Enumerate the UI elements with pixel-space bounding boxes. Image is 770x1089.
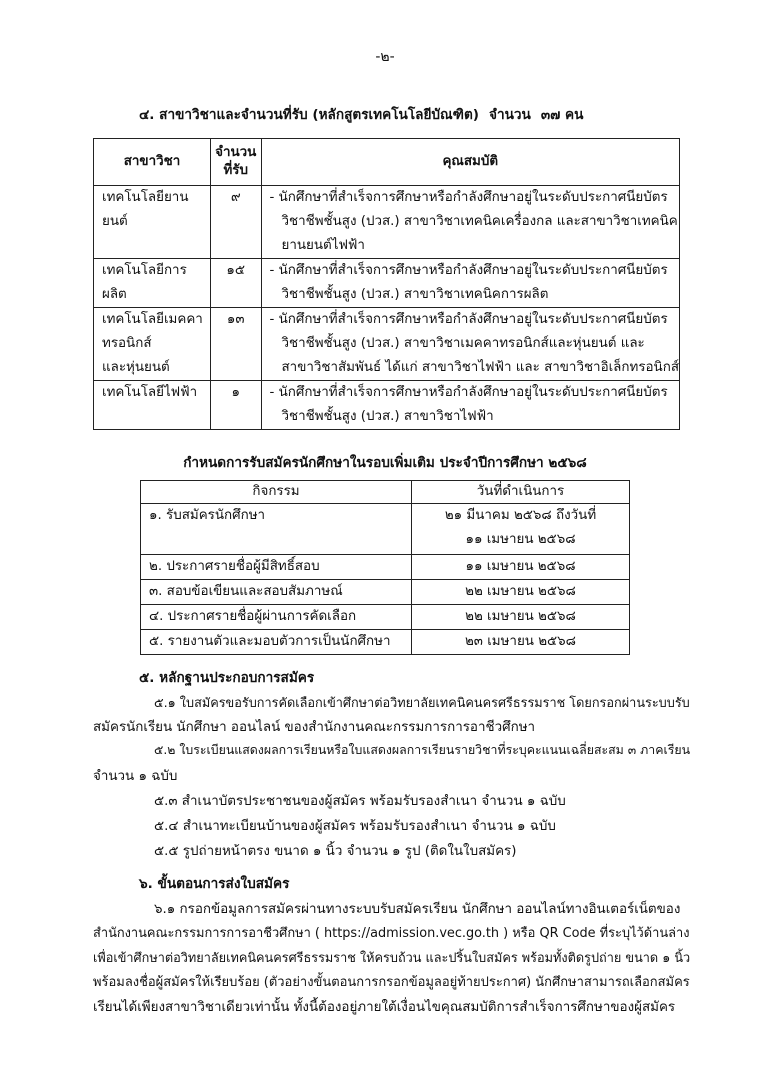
schedule-title: กำหนดการรับสมัครนักศึกษาในรอบเพิ่มเติม ประจำปีการศึกษา ๒๕๖๘ — [183, 455, 587, 471]
page-number: -๒- — [375, 49, 395, 65]
header-count — [210, 139, 261, 186]
table-row — [94, 259, 680, 308]
section5-line: ๕.๒ ใบระเบียนแสดงผลการเรียนหรือใบแสดงผลการเรียนรายวิชาที่ระบุคะแนนเฉลี่ยสะสม ๓ ภาคเรียน — [154, 743, 691, 757]
qualification-line: - นักศึกษาที่สำเร็จการศึกษาหรือกำลังศึกษาอยู่ในระดับประกาศนียบัตร — [269, 190, 668, 205]
qualification-line: วิชาชีพชั้นสูง (ปวส.) สาขาวิชาไฟฟ้า — [281, 409, 494, 424]
section4-heading — [139, 103, 583, 125]
header-count-line2: ที่รับ — [223, 163, 248, 178]
section6-line: เพื่อเข้าศึกษาต่อวิทยาลัยเทคนิคนครศรีธรรมราช ให้ครบถ้วน และปริ้นใบสมัคร พร้อมทั้งติดรูปถ่าย ขนาด ๑ นิ้ว — [93, 950, 691, 965]
activity-cell: ๔. ประกาศรายชื่อผู้ผ่านการคัดเลือก — [141, 605, 412, 630]
section5-line: จำนวน ๑ ฉบับ — [93, 769, 178, 784]
section6-title: ๖. ขั้นตอนการส่งใบสมัคร — [139, 876, 290, 892]
section5-title: ๕. หลักฐานประกอบการสมัคร — [139, 670, 315, 686]
count-cell: ๑๓ — [210, 308, 261, 381]
header-activity: กิจกรรม — [141, 481, 412, 504]
qualification-cell — [261, 308, 680, 381]
section5-line: ๕.๔ สำเนาทะเบียนบ้านของผู้สมัคร พร้อมรับรองสำเนา จำนวน ๑ ฉบับ — [154, 819, 556, 834]
section6-line: ๖.๑ กรอกข้อมูลการสมัครผ่านทางระบบรับสมัครเรียน นักศึกษา ออนไลน์ทางอินเตอร์เน็ตของ — [154, 902, 681, 917]
major-name-line2: และหุ่นยนต์ — [102, 360, 170, 375]
section5-line: ๕.๑ ใบสมัครขอรับการคัดเลือกเข้าศึกษาต่อวิทยาลัยเทคนิคนครศรีธรรมราช โดยกรอกผ่านระบบรับ — [154, 696, 690, 711]
date-cell: ๒๒ เมษายน ๒๕๖๘ — [412, 605, 630, 630]
header-date: วันที่ดำเนินการ — [412, 481, 630, 504]
major-cell — [94, 259, 211, 308]
activity-cell: ๓. สอบข้อเขียนและสอบสัมภาษณ์ — [141, 580, 412, 605]
qualification-cell — [261, 259, 680, 308]
qualification-line: ยานยนต์ไฟฟ้า — [281, 238, 365, 253]
section5-line: สมัครนักเรียน นักศึกษา ออนไลน์ ของสำนักงานคณะกรรมการการอาชีวศึกษา — [93, 720, 536, 735]
table-row — [141, 580, 630, 605]
date-line: ๑๑ เมษายน ๒๕๖๘ — [465, 532, 576, 547]
section4-title: ๔. สาขาวิชาและจำนวนที่รับ (หลักสูตรเทคโนโลยีบัณฑิต) — [139, 107, 479, 123]
qualification-line: สาขาวิชาสัมพันธ์ ได้แก่ สาขาวิชาไฟฟ้า และ สาขาวิชาอิเล็กทรอนิกส์ — [281, 360, 679, 375]
date-cell: ๒๒ เมษายน ๒๕๖๘ — [412, 580, 630, 605]
table-row — [141, 555, 630, 580]
activity-cell: ๑. รับสมัครนักศึกษา — [141, 504, 412, 555]
section6-line: พร้อมลงชื่อผู้สมัครให้เรียบร้อย (ตัวอย่างขั้นตอนการกรอกข้อมูลอยู่ท้ายประกาศ) นักศึกษาสามารถเลือกสมัคร — [93, 975, 690, 990]
count-cell: ๙ — [210, 186, 261, 259]
header-qualification: คุณสมบัติ — [261, 139, 680, 186]
schedule-table-header — [141, 481, 630, 504]
qualification-line: วิชาชีพชั้นสูง (ปวส.) สาขาวิชาเทคนิคเครื่องกล และสาขาวิชาเทคนิค — [281, 214, 678, 229]
qualification-line: วิชาชีพชั้นสูง (ปวส.) สาขาวิชาเทคนิคการผลิต — [281, 287, 549, 302]
table-row — [141, 504, 630, 555]
date-cell: ๒๓ เมษายน ๒๕๖๘ — [412, 630, 630, 655]
table-row — [94, 186, 680, 259]
header-count-line1: จำนวน — [215, 145, 257, 160]
qualification-line: - นักศึกษาที่สำเร็จการศึกษาหรือกำลังศึกษาอยู่ในระดับประกาศนียบัตร — [269, 385, 668, 400]
major-name: เทคโนโลยีไฟฟ้า — [102, 385, 198, 400]
header-major: สาขาวิชา — [94, 139, 211, 186]
section5-line: ๕.๕ รูปถ่ายหน้าตรง ขนาด ๑ นิ้ว จำนวน ๑ รูป (ติดในใบสมัคร) — [154, 844, 517, 859]
section5-line: ๕.๓ สำเนาบัตรประชาชนของผู้สมัคร พร้อมรับรองสำเนา จำนวน ๑ ฉบับ — [154, 794, 566, 809]
majors-table-header — [94, 139, 680, 186]
major-cell — [94, 308, 211, 381]
section6-line: เรียนได้เพียงสาขาวิชาเดียวเท่านั้น ทั้งนี้ต้องอยู่ภายใต้เงื่อนไขคุณสมบัติการสำเร็จการศึกษาของผู้สมัคร — [93, 1000, 676, 1015]
section4-count-label: จำนวน — [488, 107, 531, 123]
table-row — [141, 630, 630, 655]
activity-cell: ๒. ประกาศรายชื่อผู้มีสิทธิ์สอบ — [141, 555, 412, 580]
qualification-line: - นักศึกษาที่สำเร็จการศึกษาหรือกำลังศึกษาอยู่ในระดับประกาศนียบัตร — [269, 312, 668, 327]
table-row — [94, 381, 680, 430]
count-cell: ๑ — [210, 381, 261, 430]
qualification-line: วิชาชีพชั้นสูง (ปวส.) สาขาวิชาเมคคาทรอนิกส์และหุ่นยนต์ และ — [281, 336, 645, 351]
schedule-table — [140, 480, 630, 655]
qualification-line: - นักศึกษาที่สำเร็จการศึกษาหรือกำลังศึกษาอยู่ในระดับประกาศนียบัตร — [269, 263, 668, 278]
section4-count-value: ๓๗ คน — [540, 107, 584, 123]
majors-table — [93, 138, 680, 430]
date-cell: ๑๑ เมษายน ๒๕๖๘ — [412, 555, 630, 580]
count-cell: ๑๕ — [210, 259, 261, 308]
major-name: เทคโนโลยีเมคคาทรอนิกส์ — [102, 312, 203, 351]
date-cell — [412, 504, 630, 555]
qualification-cell — [261, 381, 680, 430]
major-cell — [94, 186, 211, 259]
date-line: ๒๑ มีนาคม ๒๕๖๘ ถึงวันที่ — [444, 508, 597, 523]
section6-line: สำนักงานคณะกรรมการการอาชีวศึกษา ( https://admission.vec.go.th ) หรือ QR Code ที่ระบุไว้ด้านล่าง — [93, 926, 690, 941]
table-row — [141, 605, 630, 630]
major-name: เทคโนโลยีการผลิต — [102, 263, 187, 302]
major-cell — [94, 381, 211, 430]
table-row — [94, 308, 680, 381]
major-name: เทคโนโลยียานยนต์ — [102, 190, 189, 229]
qualification-cell — [261, 186, 680, 259]
activity-cell: ๕. รายงานตัวและมอบตัวการเป็นนักศึกษา — [141, 630, 412, 655]
